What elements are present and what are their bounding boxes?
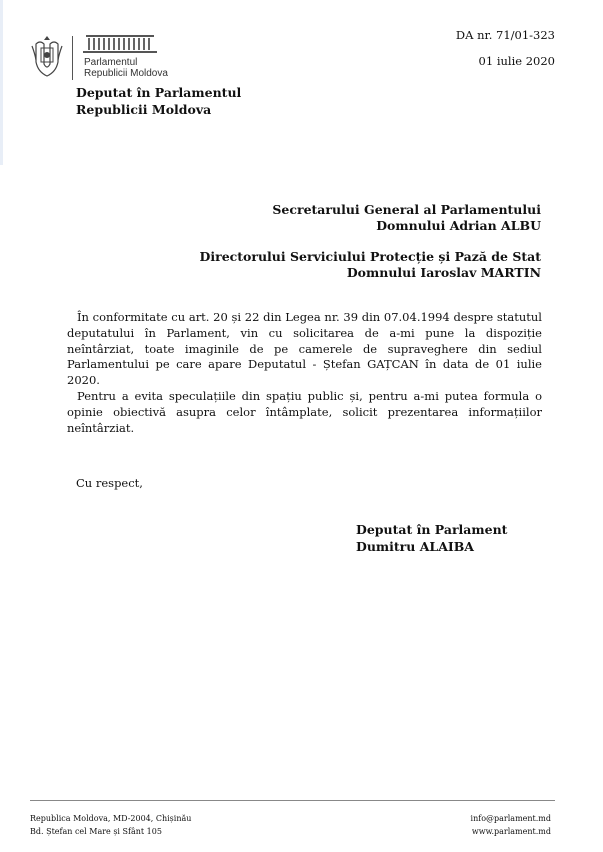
document-date: 01 iulie 2020 bbox=[478, 54, 555, 68]
addressee-name: Domnului Iaroslav MARTIN bbox=[346, 265, 541, 280]
addressees-block bbox=[200, 202, 541, 281]
addressee-name: Domnului Adrian ALBU bbox=[376, 218, 541, 233]
addressee bbox=[200, 249, 541, 281]
footer-website-link[interactable]: www.parlament.md bbox=[471, 827, 551, 836]
addressee bbox=[200, 202, 541, 234]
footer-email-link[interactable]: info@parlament.md bbox=[470, 814, 551, 823]
logo-divider bbox=[72, 36, 73, 80]
footer-address bbox=[30, 812, 191, 838]
sender-block bbox=[76, 84, 241, 118]
addressee-title: Secretarului General al Parlamentului bbox=[272, 202, 541, 217]
footer-address-line2: Bd. Ștefan cel Mare și Sfânt 105 bbox=[30, 827, 162, 836]
logo-text-line1: Parlamentul bbox=[84, 57, 138, 68]
parliament-logo bbox=[30, 30, 190, 82]
document-reference bbox=[456, 22, 555, 74]
letter-body bbox=[67, 310, 542, 436]
footer-contact bbox=[471, 812, 551, 838]
parliament-building-icon bbox=[83, 33, 157, 55]
signature-name: Dumitru ALAIBA bbox=[356, 539, 474, 554]
signature-title: Deputat în Parlament bbox=[356, 522, 508, 537]
footer-address-line1: Republica Moldova, MD-2004, Chișinău bbox=[30, 814, 192, 823]
closing-salutation: Cu respect, bbox=[76, 476, 143, 490]
page-edge-decoration bbox=[0, 0, 3, 165]
reference-number: DA nr. 71/01-323 bbox=[455, 28, 555, 42]
body-paragraph: Pentru a evita speculațiile din spațiu public și, pentru a-mi putea formula o opinie obiectivă asupra celor întâmplate, solicit prezentarea informațiilor neîntârziat. bbox=[67, 388, 542, 435]
addressee-title: Directorului Serviciului Protecție și Pază de Stat bbox=[199, 249, 541, 264]
sender-line2: Republicii Moldova bbox=[76, 102, 212, 117]
footer-divider bbox=[30, 800, 555, 801]
signature-block bbox=[356, 521, 507, 555]
coat-of-arms-icon bbox=[30, 34, 64, 78]
sender-line1: Deputat în Parlamentul bbox=[76, 85, 242, 100]
logo-text-line2: Republicii Moldova bbox=[84, 68, 168, 79]
body-paragraph: În conformitate cu art. 20 și 22 din Legea nr. 39 din 07.04.1994 despre statutul deputatului în Parlament, vin cu solicitarea de a-mi pune la dispoziție neîntârziat, toate imaginile de pe camerele de supraveghere din sediul Parlamentului pe care apare Deputatul - Ștefan GAȚCAN în data de 01 iulie 2020. bbox=[67, 310, 542, 388]
